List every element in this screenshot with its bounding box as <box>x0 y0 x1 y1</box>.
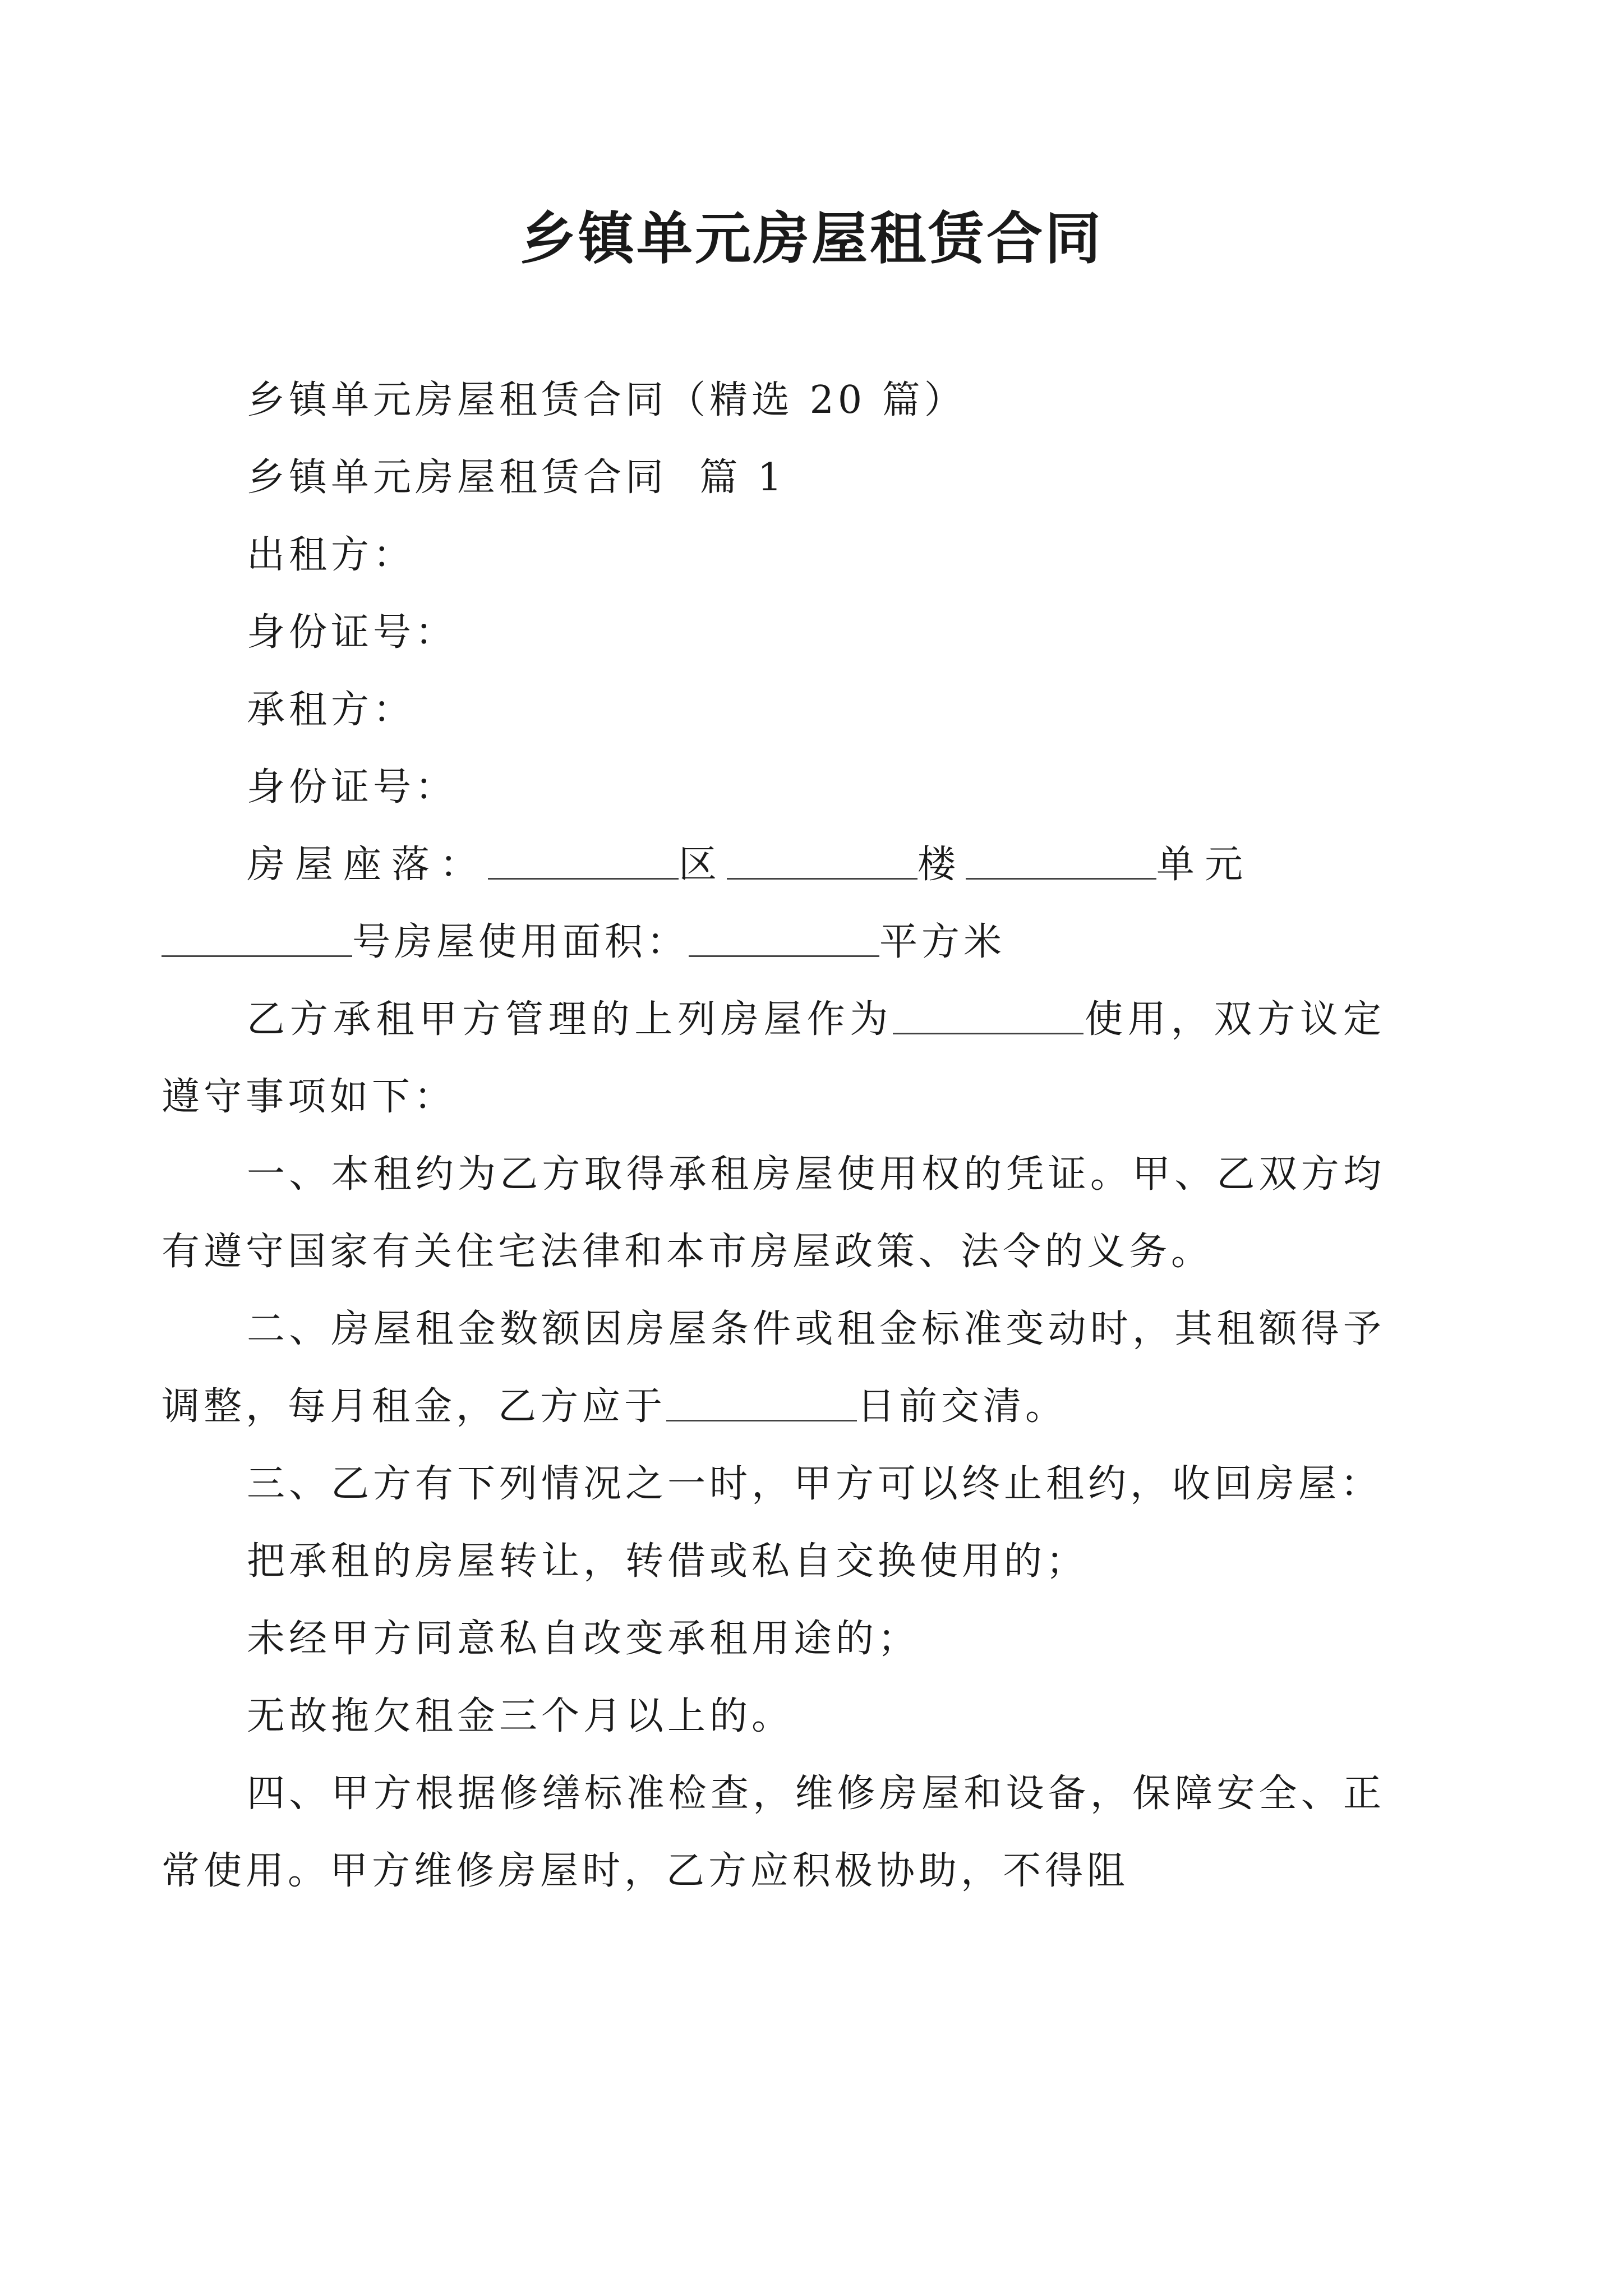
intro-paragraph <box>162 981 1385 1136</box>
lessee-id-label: 身份证号： <box>247 765 458 809</box>
clause-3: 三、乙方有下列情况之一时，甲方可以终止租约，收回房屋： <box>247 1462 1383 1506</box>
building-label: 楼 <box>917 843 966 887</box>
clause-2-after: 日前交清。 <box>857 1384 1068 1429</box>
intro-after: 使用，双方议定遵守事项如下： <box>162 997 1385 1119</box>
document-title: 乡镇单元房屋租赁合同 <box>520 205 1103 272</box>
blank-line <box>727 844 917 880</box>
blank-line <box>893 999 1083 1034</box>
clause-3-item-3: 无故拖欠租金三个月以上的。 <box>247 1694 794 1738</box>
clause-1: 一、本租约为乙方取得承租房屋使用权的凭证。甲、乙双方均有遵守国家有关住宅法律和本市房屋政策、法令的义务。 <box>162 1152 1385 1274</box>
clause-4: 四、甲方根据修缮标准检查，维修房屋和设备，保障安全、正常使用。甲方维修房屋时，乙方应积极协助，不得阻 <box>162 1772 1385 1893</box>
clause-3-item-1: 把承租的房屋转让，转借或私自交换使用的； <box>247 1539 1089 1584</box>
location-line <box>247 826 1385 904</box>
blank-line <box>488 844 679 880</box>
lessor-label: 出租方： <box>247 533 416 577</box>
document-body <box>162 362 1385 1910</box>
clause-2-before: 二、房屋租金数额因房屋条件或租金标准变动时，其租额得予调整，每月租金，乙方应于 <box>162 1307 1385 1429</box>
number-area-label: 号房屋使用面积： <box>352 920 689 964</box>
blank-line <box>966 844 1156 880</box>
blank-line <box>689 922 879 957</box>
intro-before: 乙方承租甲方管理的上列房屋作为 <box>247 997 893 1042</box>
unit-label: 单元 <box>1156 843 1253 887</box>
sqm-label: 平方米 <box>879 920 1006 964</box>
blank-line <box>162 922 352 957</box>
lessee-label: 承租方： <box>247 688 416 732</box>
location-label: 房屋座落： <box>247 843 488 887</box>
lessor-id-label: 身份证号： <box>247 610 458 655</box>
district-label: 区 <box>679 843 727 887</box>
subtitle: 乡镇单元房屋租赁合同（精选 20 篇） <box>247 378 966 422</box>
area-line <box>162 904 1385 981</box>
section-heading: 乡镇单元房屋租赁合同 篇 1 <box>247 455 786 500</box>
clause-3-item-2: 未经甲方同意私自改变承租用途的； <box>247 1617 920 1661</box>
blank-line <box>666 1386 857 1421</box>
clause-2 <box>162 1291 1385 1446</box>
